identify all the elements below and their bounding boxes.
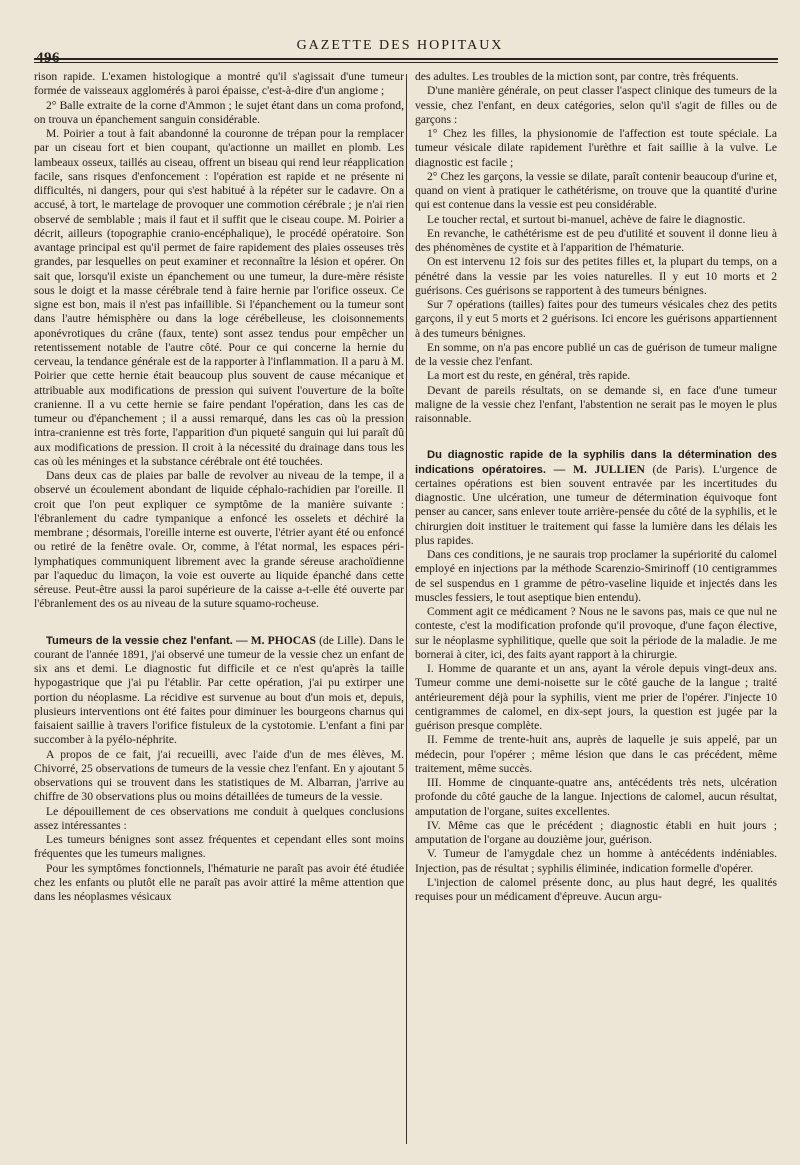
paragraph: Dans deux cas de plaies par balle de revolver au niveau de la tempe, il a observé un écoulement abondant de liquide céphalo-rachidien par l'oreille. Il croit que l'on peut expliquer ce symptôme de la manière suivante : l'ébranlement du cadre tympanique a enfoncé les osselets et déchiré la membrane ; désormais, l'oreille interne est ouverte, l'étrier ayant été ou enfoncé ou retiré de la fenêtre ovale. Or, comme, à l'état normal, les espaces péri-lymphatiques communiquent librement avec la grande séreuse arachoïdienne par l'aqueduc du limaçon, la voie est ouverte au liquide épanché dans cette séreuse. Peut-être aussi la paroi supérieure de la caisse a-t-elle été ouverte par l'ébranlement des os au niveau de la suture squamo-rocheuse. — [34, 469, 404, 611]
paragraph: 2° Balle extraite de la corne d'Ammon ; le sujet étant dans un coma profond, on trouva un épanchement sanguin considérable. — [34, 98, 404, 126]
section-gap — [415, 426, 777, 448]
paragraph: IV. Même cas que le précédent ; diagnostic établi en huit jours ; amputation de l'organe au douzième jour, guérison. — [415, 818, 777, 846]
paragraph: On est intervenu 12 fois sur des petites filles et, la plupart du temps, on a pénétré dans la vessie par les voies naturelles. Il y eut 10 morts et 2 guérisons. Ces guérisons se rapportent à des tumeurs bénignes. — [415, 255, 777, 297]
header-rule-thin — [34, 62, 778, 63]
paragraph: En revanche, le cathétérisme est de peu d'utilité et souvent il donne lieu à des phénomènes de cystite et à l'apparition de l'hématurie. — [415, 226, 777, 254]
paragraph: La mort est du reste, en général, très rapide. — [427, 369, 631, 383]
paragraph: Sur 7 opérations (tailles) faites pour des tumeurs vésicales chez des petits garçons, il y eut 5 morts et 2 guérisons. Ici encore les guérisons appartiennent à des tumeurs bénignes. — [415, 298, 777, 340]
paragraph: Comment agit ce médicament ? Nous ne le savons pas, mais ce que nul ne conteste, c'est la modification profonde qu'il provoque, d'une façon élective, sur le néoplasme syphilitique, quelle que soit la période de la maladie. Je me bornerai à citer, ici, des faits ayant rapport à la chirurgie. — [415, 605, 777, 661]
section-author: — M. PHOCAS — [236, 633, 316, 647]
paragraph: Devant de pareils résultats, on se demande si, en face d'une tumeur maligne de la vessie chez l'enfant, l'abstention ne serait pas le moyen le plus raisonnable. — [415, 383, 777, 425]
running-title: GAZETTE DES HOPITAUX — [296, 38, 504, 53]
section-text: (de Paris). L'urgence de certaines opérations est bien souvent entravée par les incertitudes du diagnostic. Une ulcération, une tumeur de détermination équivoque font penser au cancer, sans enlever toute arrière-pensée du côté de la syphilis, et le chirurgien doit instituer le traitement qui fasse la lumière dans les délais les plus rapides. — [415, 462, 777, 547]
paragraph: L'injection de calomel présente donc, au plus haut degré, les qualités requises pour un médicament d'épreuve. Aucun argu- — [415, 875, 777, 903]
paragraph: Dans ces conditions, je ne saurais trop proclamer la supériorité du calomel employé en injections par la méthode Scarenzio-Smirinoff (10 centigrammes de sel suspendus en 1 gramme de pétro-vaseline liquide et injectés dans les muscles fessiers, le tout aseptique bien entendu). — [415, 548, 777, 604]
page-number: 496 — [36, 50, 60, 66]
paragraph: Pour les symptômes fonctionnels, l'hématurie ne paraît pas avoir été étudiée chez les enfants ou plutôt elle ne paraît pas avoir attiré la même attention que dans les néoplasmes vésicaux — [34, 861, 404, 903]
section-paragraph — [415, 448, 777, 548]
paragraph: M. Poirier a tout à fait abandonné la couronne de trépan pour la remplacer par un ciseau fort et bien coupant, qu'actionne un maillet en plomb. Les lambeaux osseux, taillés au ciseau, offrent un biseau qui rend leur réapplication facile, sans risques d'enfoncement : l'opération est rapide et ne présente ni difficultés, ni dangers, pour qui s'est habitué à la répéter sur le cadavre. On a accusé, à tort, le martelage de provoquer une commotion cérébrale ; je n'ai rien observé de semblable ; mais il faut et il suffit que le ciseau coupe. M. Poirier a décrit, ailleurs (topographie cranio-encéphalique), le procédé opératoire. Son avantage principal est qu'il permet de faire rapidement des plaies osseuses très grandes, par lesquelles on peut examiner et reconnaître la lésion et opérer. On sait que, lorsqu'il existe un épanchement ou une tumeur, la dure-mère résiste sous le doigt et la masse cérébrale tend à faire hernie par l'orifice osseux. Ce signe est bon, mais il n'est pas infaillible. Si l'épanchement ou la tumeur sont dans l'autre hémisphère ou dans la loge cérébelleuse, les cloisonnements aponévrotiques du crâne (faux, tente) sont assez tendus pour empêcher un retentissement notable de l'autre côté. Pour ce qui concerne la hernie du cerveau, la tendance générale est de la rapporter à l'inflammation. Il a paru à M. Poirier que cette hernie était beaucoup plus souvent de cause mécanique et attribuable aux modifications de pression qui suivent l'ouverture de la boîte cranienne. Il a vu cette hernie se faire pendant l'opération, dans les cas de tumeur ou d'épanchement ; il a aussi remarqué, dans les cas où la pression intra-cranienne est très forte, l'apparition d'un piqueté sanguin qui lui paraît dû aux modifications de pression. Il croit à la nécessité du drainage dans tous les cas où les méninges et la substance cérébrale ont été touchées. — [34, 127, 404, 468]
paragraph: III. Homme de cinquante-quatre ans, antécédents très nets, ulcération profonde du côté gauche de la langue. Injections de calomel, aucun résultat, amputation de l'organe, suites excellentes. — [415, 776, 777, 818]
paragraph: I. Homme de quarante et un ans, ayant la vérole depuis vingt-deux ans. Tumeur comme une demi-noisette sur le côté gauche de la langue ; traité antérieurement déjà pour la syphilis, vient me prier de l'opérer. J'injecte 10 centigrammes de calomel, en dix-sept jours, la question est jugée par la guérison presque complète. — [415, 662, 777, 732]
paragraph: En somme, on n'a pas encore publié un cas de guérison de tumeur maligne de la vessie chez l'enfant. — [415, 340, 777, 368]
header-rule — [34, 58, 778, 60]
paragraph: V. Tumeur de l'amygdale chez un homme à antécédents indéniables. Injection, pas de résultat ; syphilis éliminée, indication formelle d'opérer. — [415, 847, 777, 875]
paragraph: Le dépouillement de ces observations me conduit à quelques conclusions assez intéressantes : — [34, 804, 404, 832]
paragraph: Les tumeurs bénignes sont assez fréquentes et cependant elles sont moins fréquentes que les tumeurs malignes. — [34, 833, 404, 861]
left-column — [34, 70, 404, 1150]
paragraph: II. Femme de trente-huit ans, auprès de laquelle je suis appelé, par un médecin, pour l'opérer ; même lésion que dans le cas précédent, même traitement, même succès. — [415, 733, 777, 775]
paragraph: 1° Chez les filles, la physionomie de l'affection est toute spéciale. La tumeur vésicale dilate rapidement l'urèthre et fait saillie à la vulve. Le diagnostic est facile ; — [415, 127, 777, 169]
section-author: — M. JULLIEN — [553, 462, 645, 476]
section-heading: Du diagnostic rapide de la syphilis dans la détermination des indications opératoires. — [415, 449, 777, 476]
paragraph: rison rapide. L'examen histologique a montré qu'il s'agissait d'une tumeur formée de vaisseaux agglomérés à paroi épaisse, c'est-à-dire d'un angiome ; — [34, 70, 404, 98]
section-text: (de Lille). Dans le courant de l'année 1891, j'ai observé une tumeur de la vessie chez un enfant de six ans et demi. Le diagnostic fut difficile et ce n'est qu'après la taille hypogastrique que j'ai pu l'établir. Par cette opération, j'ai pu extirper une portion du néoplasme. La récidive est survenue au bout d'un mois et, depuis, plusieurs interventions ont été faites pour diminuer les bourgeons charnus qui faisaient saillie à travers l'orifice fistuleux de la cystotomie. L'enfant a fini par succomber à la pyélo-néphrite. — [34, 633, 404, 747]
section-paragraph — [34, 634, 404, 748]
paragraph: Le toucher rectal, et surtout bi-manuel, achève de faire le diagnostic. — [427, 212, 746, 226]
section-gap — [34, 612, 404, 634]
paragraph: 2° Chez les garçons, la vessie se dilate, paraît contenir beaucoup d'urine et, quand on vient à pratiquer le cathétérisme, on trouve que la quantité d'urine qui est contenue dans la vessie est peu considérable. — [415, 169, 777, 212]
column-divider — [406, 74, 407, 1144]
right-column — [415, 70, 777, 1150]
paragraph: D'une manière générale, on peut classer l'aspect clinique des tumeurs de la vessie, chez l'enfant, en deux catégories, selon qu'il s'agit de filles ou de garçons : — [415, 84, 777, 126]
paragraph: des adultes. Les troubles de la miction sont, par contre, très fréquents. — [415, 70, 739, 83]
paragraph: A propos de ce fait, j'ai recueilli, avec l'aide d'un de mes élèves, M. Chivorré, 25 observations de tumeurs de la vessie chez l'enfant. En y ajoutant 5 observations qui se trouvent dans les statistiques de M. Albarran, j'arrive au chiffre de 30 observations plus ou moins détaillées de tumeurs de la vessie. — [34, 747, 404, 804]
section-heading: Tumeurs de la vessie chez l'enfant. — [46, 634, 233, 647]
